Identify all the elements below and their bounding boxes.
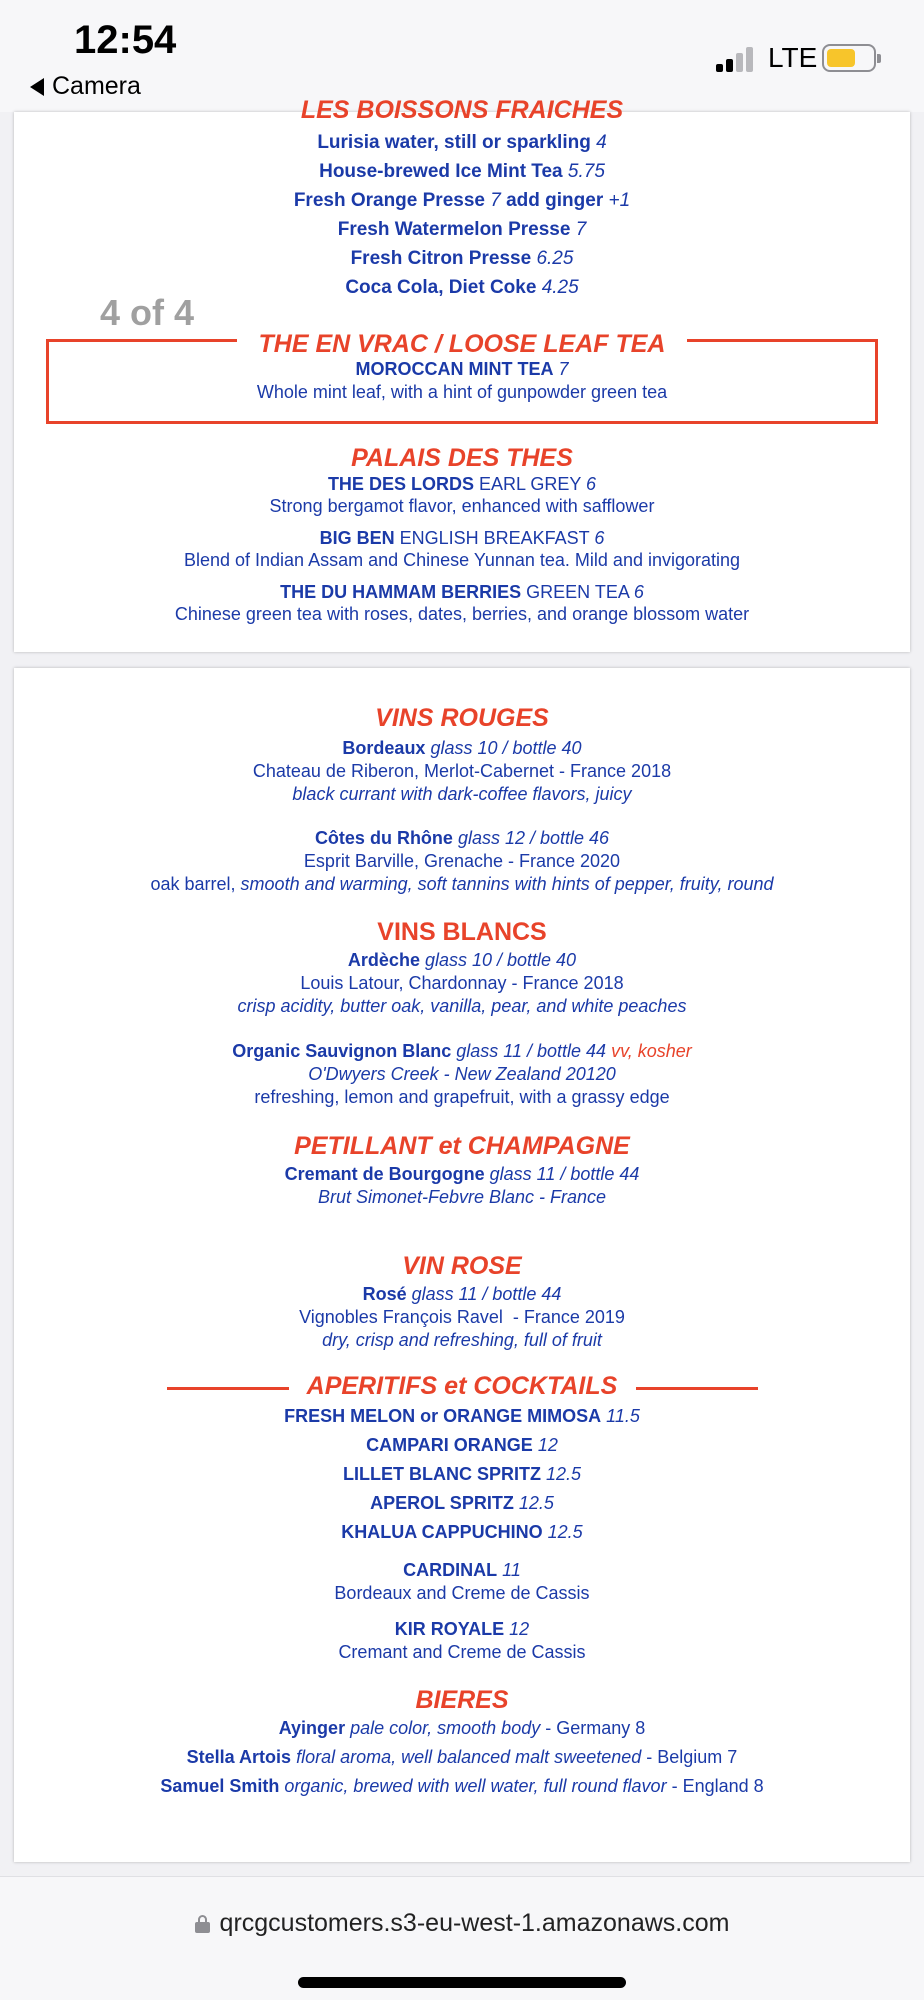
beer-item: Ayinger pale color, smooth body - Germany 8 — [278, 1718, 646, 1738]
wine-item: Rosé glass 11 / bottle 44 — [362, 1284, 562, 1304]
wine-notes: dry, crisp and refreshing, full of fruit — [322, 1330, 602, 1350]
wine-producer: Brut Simonet-Febvre Blanc - France — [317, 1187, 607, 1207]
moroccan-mint-tea-desc: Whole mint leaf, with a hint of gunpowder green tea — [256, 382, 668, 402]
section-title-vins-blancs: VINS BLANCS — [377, 918, 547, 946]
browser-url-bar[interactable] — [0, 1876, 924, 2000]
tea-item-desc: Blend of Indian Assam and Chinese Yunnan tea. Mild and invigorating — [183, 550, 741, 570]
cocktail-item: KHALUA CAPPUCHINO 12.5 — [341, 1522, 583, 1542]
tea-item: THE DES LORDS EARL GREY 6 — [327, 474, 597, 494]
wine-producer: Chateau de Riberon, Merlot-Cabernet - France 2018 — [252, 761, 672, 781]
cocktail-desc: Bordeaux and Creme de Cassis — [334, 1583, 590, 1603]
section-title-vins-rouges: VINS ROUGES — [375, 704, 549, 732]
wine-producer: Vignobles François Ravel - France 2019 — [299, 1307, 625, 1327]
tea-item-desc: Chinese green tea with roses, dates, berries, and orange blossom water — [174, 604, 750, 624]
section-title-vin-rose: VIN ROSE — [402, 1252, 522, 1280]
section-title-palais: PALAIS DES THES — [351, 444, 573, 472]
wine-item: Côtes du Rhône glass 12 / bottle 46 — [314, 828, 610, 848]
wine-item: Ardèche glass 10 / bottle 40 — [347, 950, 577, 970]
menu-item: Fresh Citron Presse 6.25 — [350, 248, 574, 269]
clock: 12:54 — [74, 18, 177, 62]
section-title-loose-tea: THE EN VRAC / LOOSE LEAF TEA — [0, 330, 924, 359]
wine-item: Cremant de Bourgogne glass 11 / bottle 44 — [284, 1164, 640, 1184]
menu-page-4-bottom — [14, 668, 910, 1862]
menu-item: Fresh Orange Presse 7 add ginger +1 — [293, 190, 631, 211]
wine-item: Organic Sauvignon Blanc glass 11 / bottle 44 vv, kosher — [232, 1041, 692, 1061]
menu-item: Fresh Watermelon Presse 7 — [337, 219, 587, 240]
cocktail-item: CAMPARI ORANGE 12 — [366, 1435, 558, 1455]
network-type: LTE — [768, 42, 818, 73]
back-arrow-icon — [30, 78, 44, 96]
tea-item-desc: Strong bergamot flavor, enhanced with safflower — [269, 496, 655, 516]
url-display[interactable] — [0, 1909, 924, 1938]
cocktail-item: FRESH MELON or ORANGE MIMOSA 11.5 — [284, 1406, 640, 1426]
beer-item: Stella Artois floral aroma, well balanced malt sweetened - Belgium 7 — [186, 1747, 738, 1767]
wine-item: Bordeaux glass 10 / bottle 40 — [342, 738, 582, 758]
wine-producer: O'Dwyers Creek - New Zealand 20120 — [308, 1064, 616, 1084]
battery-icon — [822, 44, 876, 72]
menu-item: House-brewed Ice Mint Tea 5.75 — [319, 161, 605, 182]
wine-notes: black currant with dark-coffee flavors, juicy — [292, 784, 632, 804]
menu-item: Coca Cola, Diet Coke 4.25 — [345, 277, 579, 298]
section-title-aperitifs: APERITIFS et COCKTAILS — [306, 1372, 618, 1400]
page-indicator: 4 of 4 — [100, 292, 195, 333]
section-title-bieres: BIERES — [415, 1686, 509, 1714]
wine-notes: oak barrel, smooth and warming, soft tannins with hints of pepper, fruity, round — [150, 874, 774, 894]
cocktail-desc: Cremant and Creme de Cassis — [338, 1642, 586, 1662]
signal-strength-icon — [716, 46, 756, 72]
section-title-boissons: LES BOISSONS FRAICHES — [300, 96, 624, 124]
beer-item: Samuel Smith organic, brewed with well water, full round flavor - England 8 — [160, 1776, 764, 1796]
lock-icon — [195, 1915, 210, 1933]
wine-notes: refreshing, lemon and grapefruit, with a grassy edge — [254, 1087, 670, 1107]
wine-producer: Esprit Barville, Grenache - France 2020 — [303, 851, 621, 871]
url-text: qrcgcustomers.s3-eu-west-1.amazonaws.com — [219, 1909, 730, 1937]
cocktail-item: CARDINAL 11 — [403, 1560, 521, 1580]
cocktail-item: LILLET BLANC SPRITZ 12.5 — [342, 1464, 582, 1484]
wine-producer: Louis Latour, Chardonnay - France 2018 — [300, 973, 624, 993]
tea-item: BIG BEN ENGLISH BREAKFAST 6 — [319, 528, 605, 548]
section-title-petillant: PETILLANT et CHAMPAGNE — [294, 1132, 630, 1160]
tea-item: THE DU HAMMAM BERRIES GREEN TEA 6 — [280, 582, 644, 602]
back-label: Camera — [52, 72, 141, 100]
wine-notes: crisp acidity, butter oak, vanilla, pear, and white peaches — [237, 996, 687, 1016]
cocktail-item: APEROL SPRITZ 12.5 — [370, 1493, 554, 1513]
cocktail-item: KIR ROYALE 12 — [394, 1619, 530, 1639]
moroccan-mint-tea: MOROCCAN MINT TEA 7 — [355, 359, 569, 379]
home-indicator[interactable] — [298, 1977, 626, 1988]
menu-item: Lurisia water, still or sparkling 4 — [317, 132, 607, 153]
